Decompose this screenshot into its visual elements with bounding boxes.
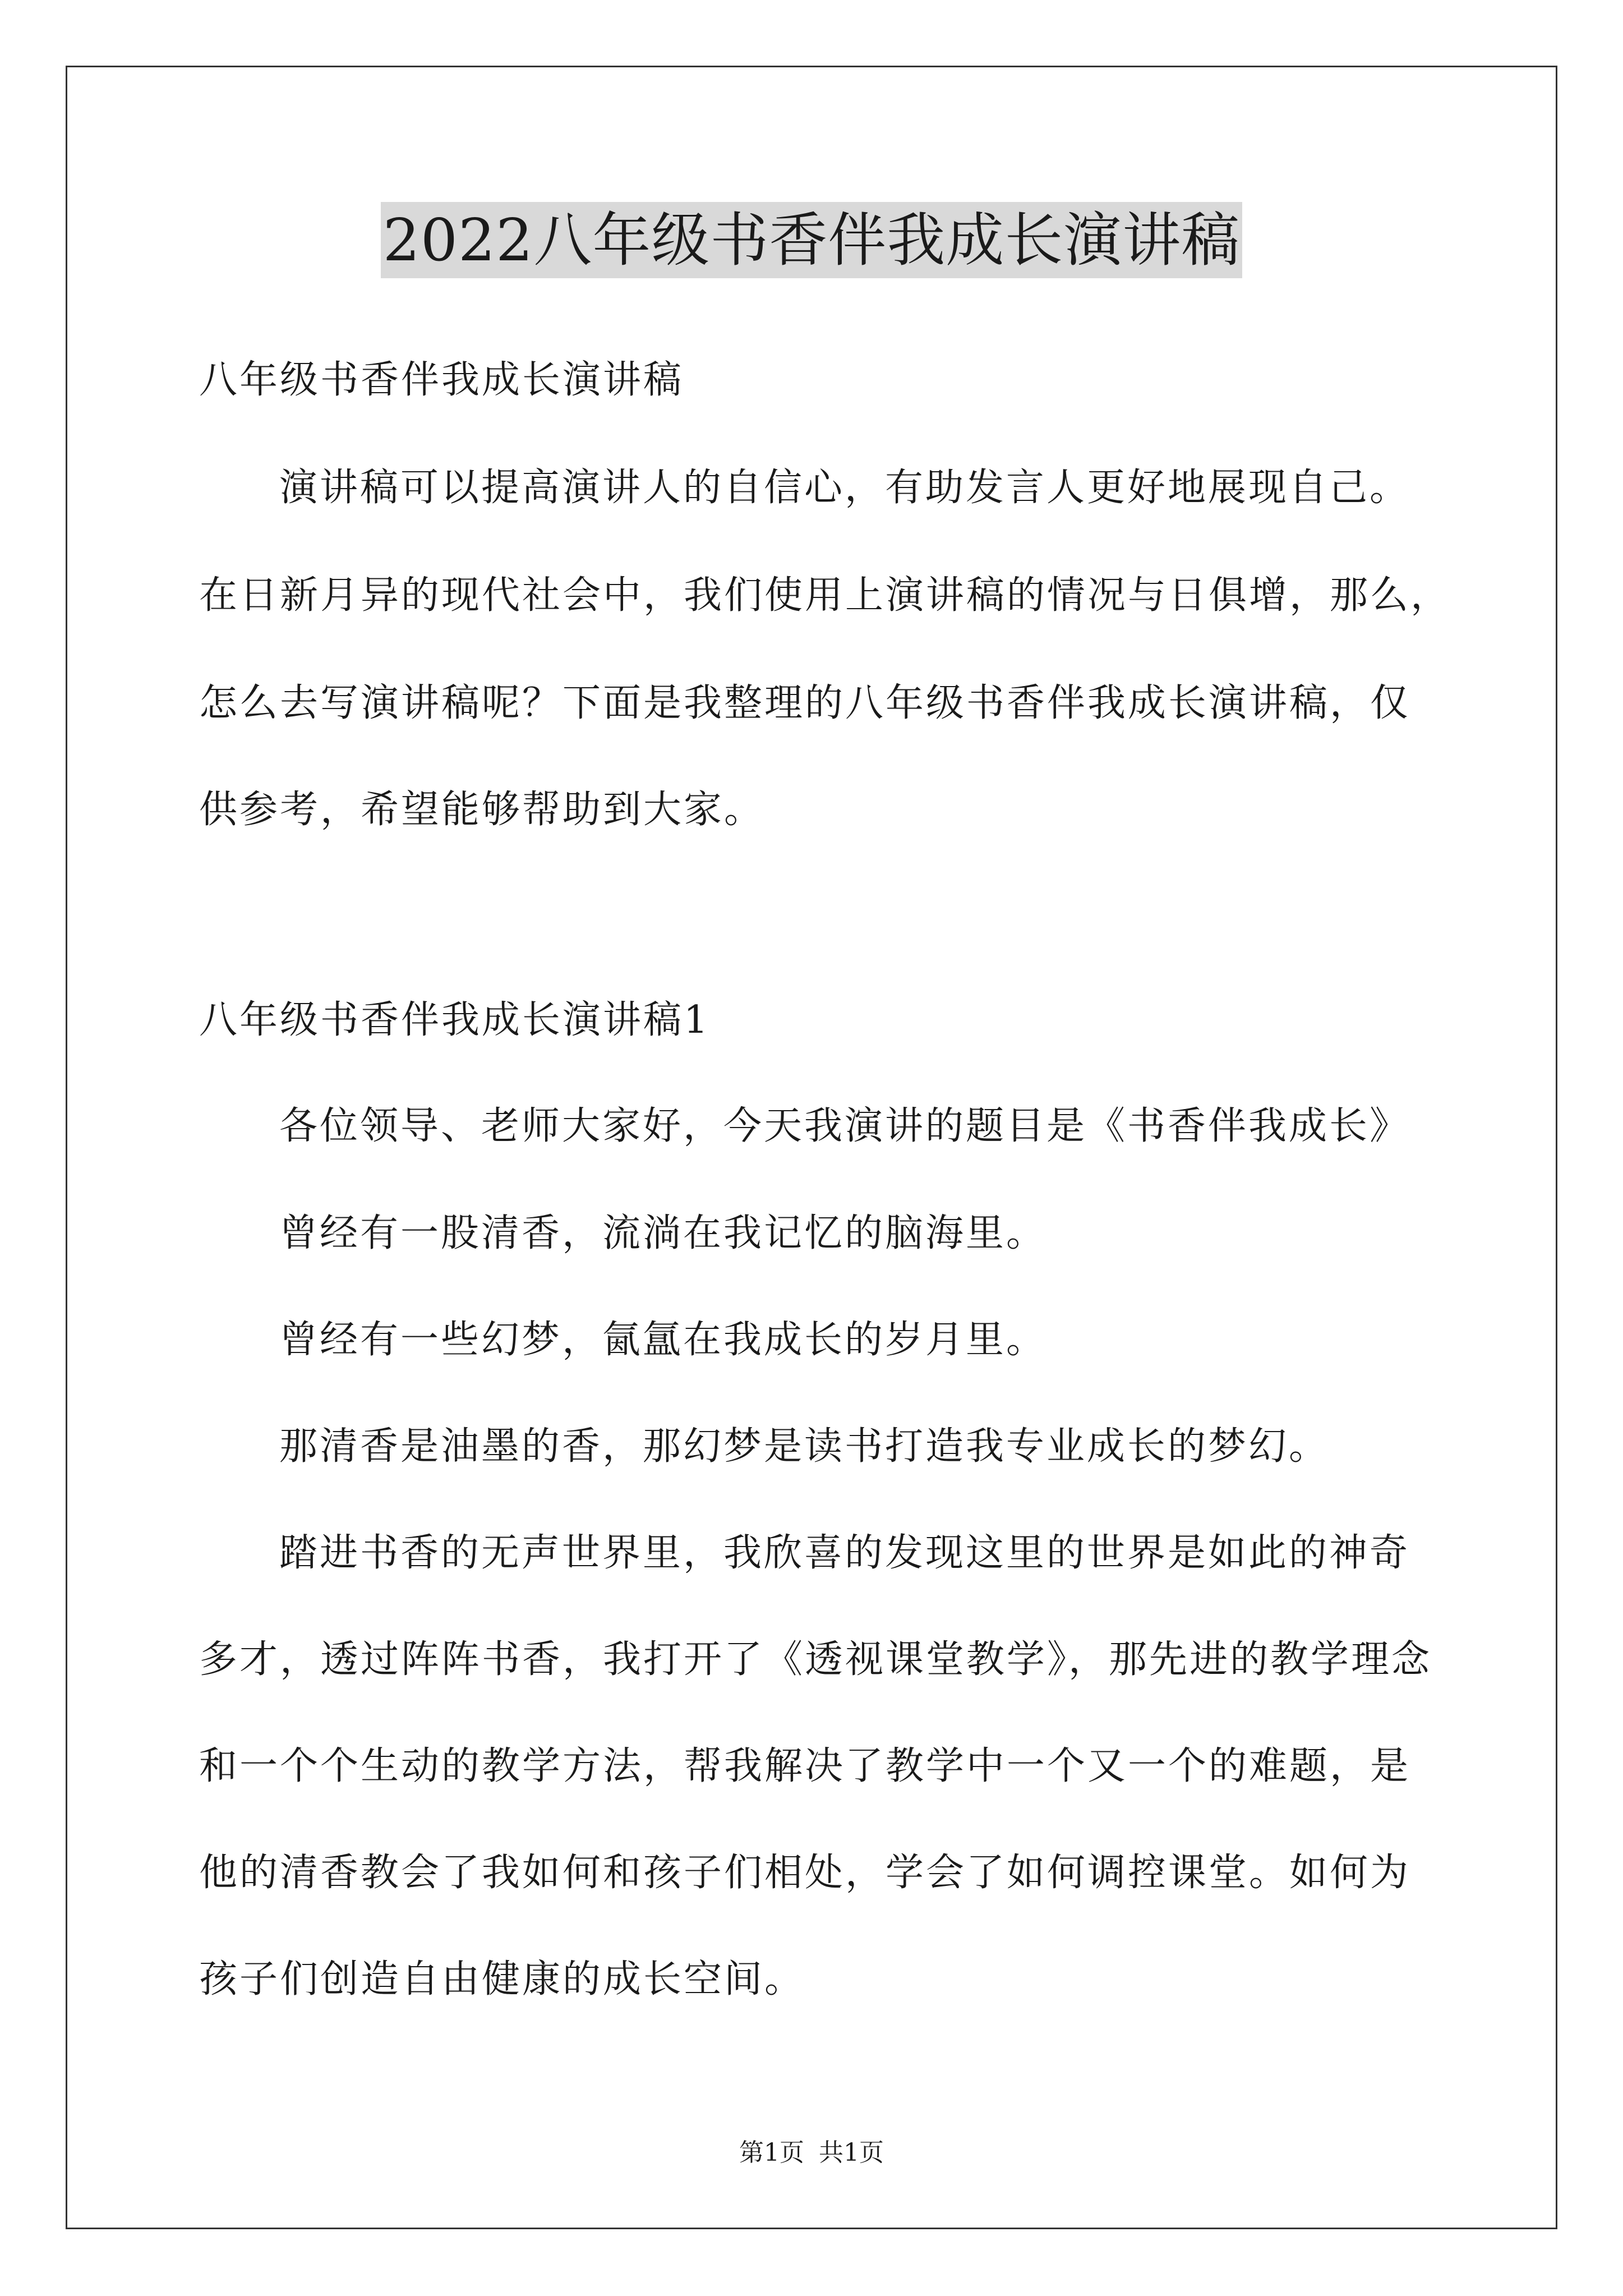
document-title: 2022八年级书香伴我成长演讲稿 [381,202,1243,278]
body-line-9: 孩子们创造自由健康的成长空间。 [199,1957,805,2001]
body-line-5: 踏进书香的无声世界里，我欣喜的发现这里的世界是如此的神奇 [279,1531,1410,1575]
intro-line-3: 怎么去写演讲稿呢？下面是我整理的八年级书香伴我成长演讲稿，仅 [199,681,1411,725]
section-heading: 八年级书香伴我成长演讲稿1 [199,998,711,1042]
body-line-4: 那清香是油墨的香，那幻梦是读书打造我专业成长的梦幻。 [279,1424,1330,1469]
page-number-total: 共1页 [819,2138,884,2167]
title-container [0,202,1623,278]
intro-line-1: 演讲稿可以提高演讲人的自信心，有助发言人更好地展现自己。 [279,466,1410,510]
body-line-1: 各位领导、老师大家好，今天我演讲的题目是《书香伴我成长》 [279,1104,1410,1148]
page-footer [0,2136,1623,2170]
intro-line-4: 供参考，希望能够帮助到大家。 [199,788,765,832]
intro-line-2: 在日新月异的现代社会中，我们使用上演讲稿的情况与日俱增，那么， [199,573,1451,618]
body-line-3: 曾经有一些幻梦，氤氲在我成长的岁月里。 [279,1318,1047,1362]
body-line-8: 他的清香教会了我如何和孩子们相处，学会了如何调控课堂。如何为 [199,1851,1411,1895]
body-line-2: 曾经有一股清香，流淌在我记忆的脑海里。 [279,1211,1047,1255]
body-line-6: 多才，透过阵阵书香，我打开了《透视课堂教学》，那先进的教学理念 [199,1637,1432,1682]
body-line-7: 和一个个生动的教学方法，帮我解决了教学中一个又一个的难题，是 [199,1744,1411,1788]
page-number-current: 第1页 [739,2138,804,2167]
intro-heading: 八年级书香伴我成长演讲稿 [199,358,684,402]
